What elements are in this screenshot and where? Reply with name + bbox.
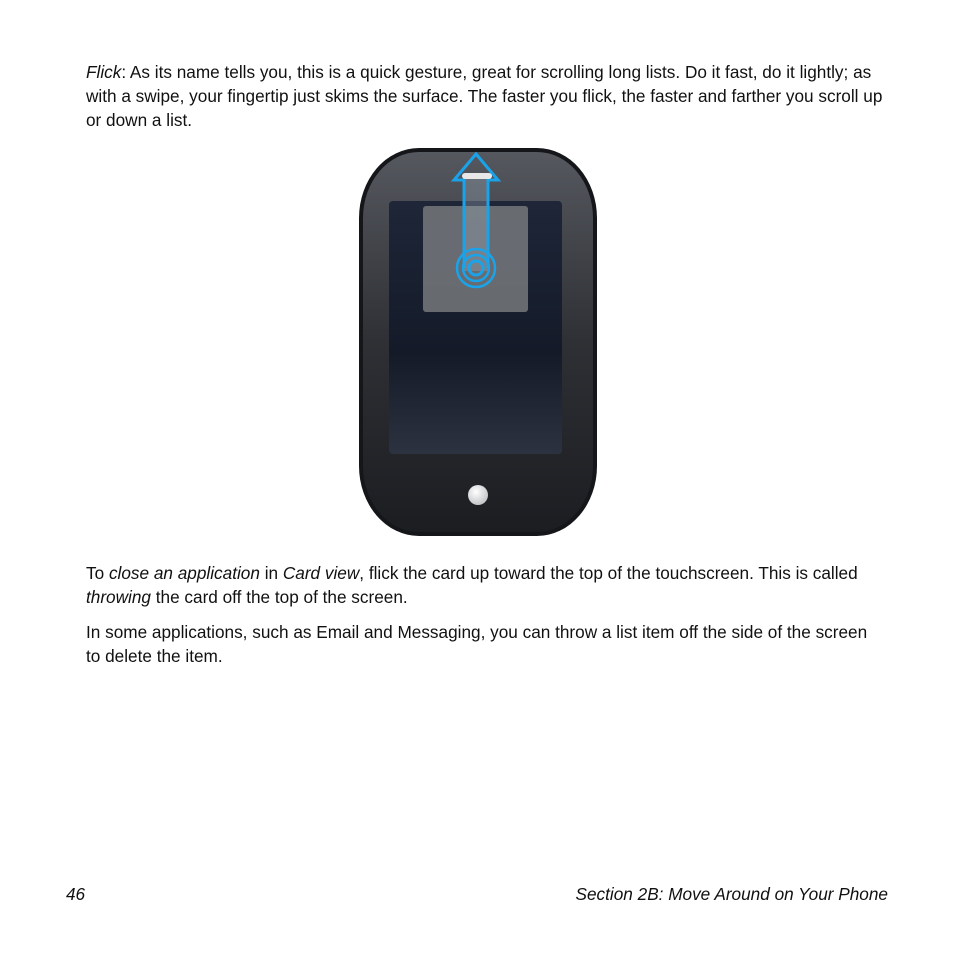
flick-term: Flick — [86, 62, 122, 82]
throw-list-item-paragraph: In some applications, such as Email and Messaging, you can throw a list item off the side of the screen to delete the item. — [86, 622, 868, 666]
flick-description: : As its name tells you, this is a quick gesture, great for scrolling long lists. Do it fast, do it lightly; as with a swipe, your fingertip just skims the surface. The faster you flick, the faster and farther you scroll up or down a list. — [86, 62, 883, 130]
close-text-3: , flick the card up toward the top of the touchscreen. This is called — [359, 563, 858, 583]
flick-paragraph — [86, 60, 886, 132]
center-button-icon — [468, 485, 488, 505]
close-text-2: in — [259, 563, 283, 583]
close-application-paragraph — [86, 561, 886, 609]
page-number: 46 — [66, 884, 86, 904]
close-application-term: close an application — [108, 563, 260, 583]
phone-flick-illustration — [358, 146, 598, 538]
close-text-1: To — [86, 563, 109, 583]
throwing-term: throwing — [86, 587, 151, 607]
close-text-4: the card off the top of the screen. — [150, 587, 408, 607]
section-title: Section 2B: Move Around on Your Phone — [575, 884, 888, 904]
card-view-term: Card view — [282, 563, 360, 583]
